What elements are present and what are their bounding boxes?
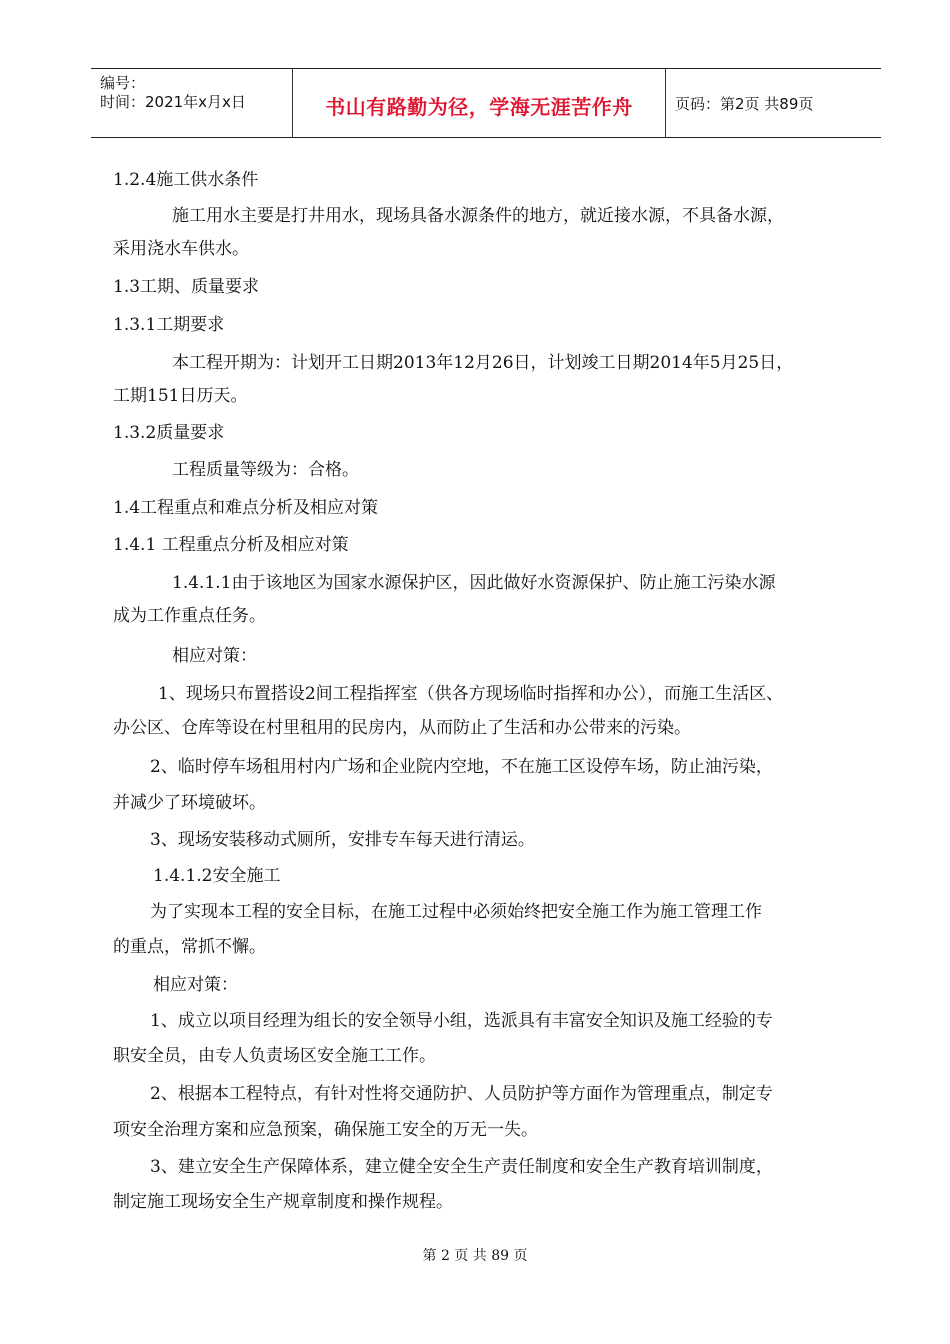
motto-text: 书山有路勤为径，学海无涯苦作舟 [325,95,633,119]
paragraph-line: 工程质量等级为：合格。 [172,460,359,480]
paragraph-line: 项安全治理方案和应急预案，确保施工安全的万无一失。 [113,1120,538,1140]
paragraph-line: 制定施工现场安全生产规章制度和操作规程。 [113,1192,453,1212]
section-heading: 1.3.1工期要求 [113,315,225,335]
paragraph-line: 1.4.1.1由于该地区为国家水源保护区，因此做好水资源保护、防止施工污染水源 [172,573,776,593]
paragraph-line: 相应对策： [153,975,238,995]
header-motto-cell [293,69,666,137]
paragraph-line: 工期151日历天。 [113,386,248,406]
section-heading: 1.2.4施工供水条件 [113,170,259,190]
page-code-label: 页码：第2页 共89页 [675,95,814,113]
section-heading: 1.3工期、质量要求 [113,277,260,297]
paragraph-line: 2、临时停车场租用村内广场和企业院内空地，不在施工区设停车场，防止油污染， [150,757,773,777]
paragraph-line: 为了实现本工程的安全目标，在施工过程中必须始终把安全施工作为施工管理工作 [150,902,762,922]
paragraph-line: 采用浇水车供水。 [113,239,249,259]
section-heading: 1.3.2质量要求 [113,423,225,443]
paragraph-line: 3、建立安全生产保障体系，建立健全安全生产责任制度和安全生产教育培训制度， [150,1157,773,1177]
page-footer: 第 2 页 共 89 页 [422,1248,528,1264]
paragraph-line: 相应对策： [172,646,257,666]
paragraph-line: 的重点，常抓不懈。 [113,937,266,957]
paragraph-line: 成为工作重点任务。 [113,606,266,626]
paragraph-line: 办公区、仓库等设在村里租用的民房内，从而防止了生活和办公带来的污染。 [113,718,691,738]
paragraph-line: 并减少了环境破坏。 [113,793,266,813]
section-heading: 1.4.1.2安全施工 [153,866,281,886]
header-page-cell [666,69,881,137]
paragraph-line: 职安全员，由专人负责场区安全施工工作。 [113,1046,436,1066]
document-header [91,68,881,138]
header-info-cell [91,69,293,137]
time-label: 时间：2021年x月x日 [100,93,246,111]
section-heading: 1.4.1 工程重点分析及相应对策 [113,535,349,555]
paragraph-line: 1、成立以项目经理为组长的安全领导小组，选派具有丰富安全知识及施工经验的专 [150,1011,773,1031]
section-heading: 1.4工程重点和难点分析及相应对策 [113,498,379,518]
paragraph-line: 本工程开期为：计划开工日期2013年12月26日，计划竣工日期2014年5月25日， [172,353,794,373]
serial-number-label: 编号： [100,74,146,92]
paragraph-line: 1、现场只布置搭设2间工程指挥室（供各方现场临时指挥和办公），而施工生活区、 [158,684,784,704]
paragraph-line: 3、现场安装移动式厕所，安排专车每天进行清运。 [150,830,535,850]
paragraph-line: 2、根据本工程特点，有针对性将交通防护、人员防护等方面作为管理重点，制定专 [150,1084,773,1104]
paragraph-line: 施工用水主要是打井用水，现场具备水源条件的地方，就近接水源，不具备水源， [172,206,784,226]
